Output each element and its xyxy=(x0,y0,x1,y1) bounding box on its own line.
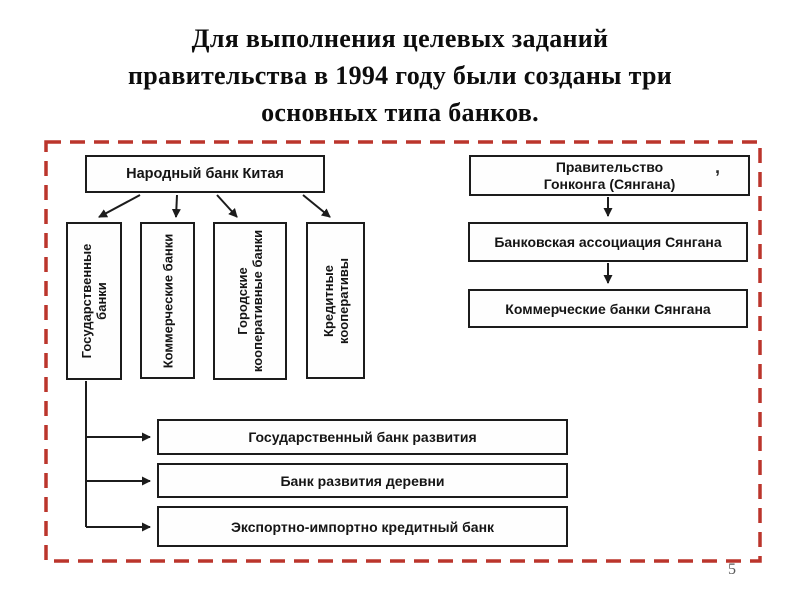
node-village-development-bank xyxy=(157,463,568,498)
node-label: Государственные банки xyxy=(79,243,109,359)
node-label: Кредитные кооперативы xyxy=(320,257,351,344)
node-label: Коммерческие банки Сянгана xyxy=(505,300,711,317)
arrow-root-to-city-coop-banks xyxy=(217,195,237,217)
slide-title-line-1: Для выполнения целевых заданий xyxy=(191,24,609,53)
node-label: Государственный банк развития xyxy=(248,429,477,445)
node-state-development-bank xyxy=(157,419,568,455)
node-commercial-banks xyxy=(140,222,195,379)
node-label: Банковская ассоциация Сянгана xyxy=(494,234,722,250)
stray-scan-mark: , xyxy=(714,157,720,177)
arrow-root-to-commercial-banks xyxy=(176,195,177,217)
slide-title-line-2: правительства в 1994 году были созданы три xyxy=(127,61,672,90)
node-label: Экспортно-импортно кредитный банк xyxy=(230,518,495,535)
node-label: Банк развития деревни xyxy=(280,472,445,489)
arrow-root-to-state-banks xyxy=(99,195,140,217)
slide-title-line-3: основных типа банков. xyxy=(261,98,539,127)
node-label: Коммерческие банки xyxy=(160,233,175,368)
node-export-import-credit-bank xyxy=(157,506,568,547)
node-label-line-1: Правительство xyxy=(555,158,664,175)
node-city-cooperative-banks xyxy=(213,222,287,380)
node-hongkong-commercial-banks xyxy=(468,289,748,328)
node-label-line-2: Гонконга (Сянгана) xyxy=(543,175,676,192)
page-number: 5 xyxy=(728,561,736,578)
node-credit-cooperatives xyxy=(306,222,365,379)
node-label: Народный банк Китая xyxy=(126,166,284,182)
node-hongkong-bank-association xyxy=(468,222,748,262)
node-hongkong-government xyxy=(469,155,750,196)
node-label: Городские кооперативные банки xyxy=(235,229,265,373)
arrow-root-to-credit-coops xyxy=(303,195,330,217)
node-state-banks xyxy=(66,222,122,380)
node-peoples-bank-of-china xyxy=(85,155,325,193)
